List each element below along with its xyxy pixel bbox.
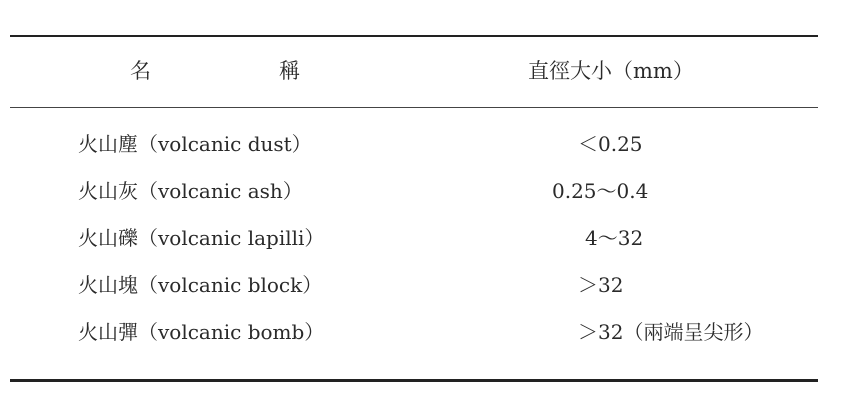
row-diameter: 4～32 [585, 226, 644, 250]
row-diameter: ＜0.25 [578, 132, 643, 156]
header-name-char-2: 稱 [279, 59, 300, 83]
row-diameter: ＞32 [578, 273, 624, 297]
table-row [0, 124, 842, 171]
row-name: 火山灰（volcanic ash） [78, 179, 303, 203]
row-name: 火山塵（volcanic dust） [78, 132, 312, 156]
table-row [0, 312, 842, 359]
header-name [130, 54, 300, 88]
table-bottom-rule [10, 379, 818, 382]
table-body [0, 124, 842, 359]
row-diameter: ＞32（兩端呈尖形） [578, 320, 764, 344]
row-name: 火山彈（volcanic bomb） [78, 320, 325, 344]
row-name: 火山礫（volcanic lapilli） [78, 226, 325, 250]
table-row [0, 218, 842, 265]
table-top-rule [10, 35, 818, 37]
row-diameter: 0.25～0.4 [552, 179, 649, 203]
table-header-rule [10, 107, 818, 108]
header-diameter: 直徑大小（mm） [528, 59, 694, 83]
table-row [0, 265, 842, 312]
row-name: 火山塊（volcanic block） [78, 273, 323, 297]
table-row [0, 171, 842, 218]
header-name-char-1: 名 [130, 59, 151, 83]
table-header [0, 54, 842, 88]
